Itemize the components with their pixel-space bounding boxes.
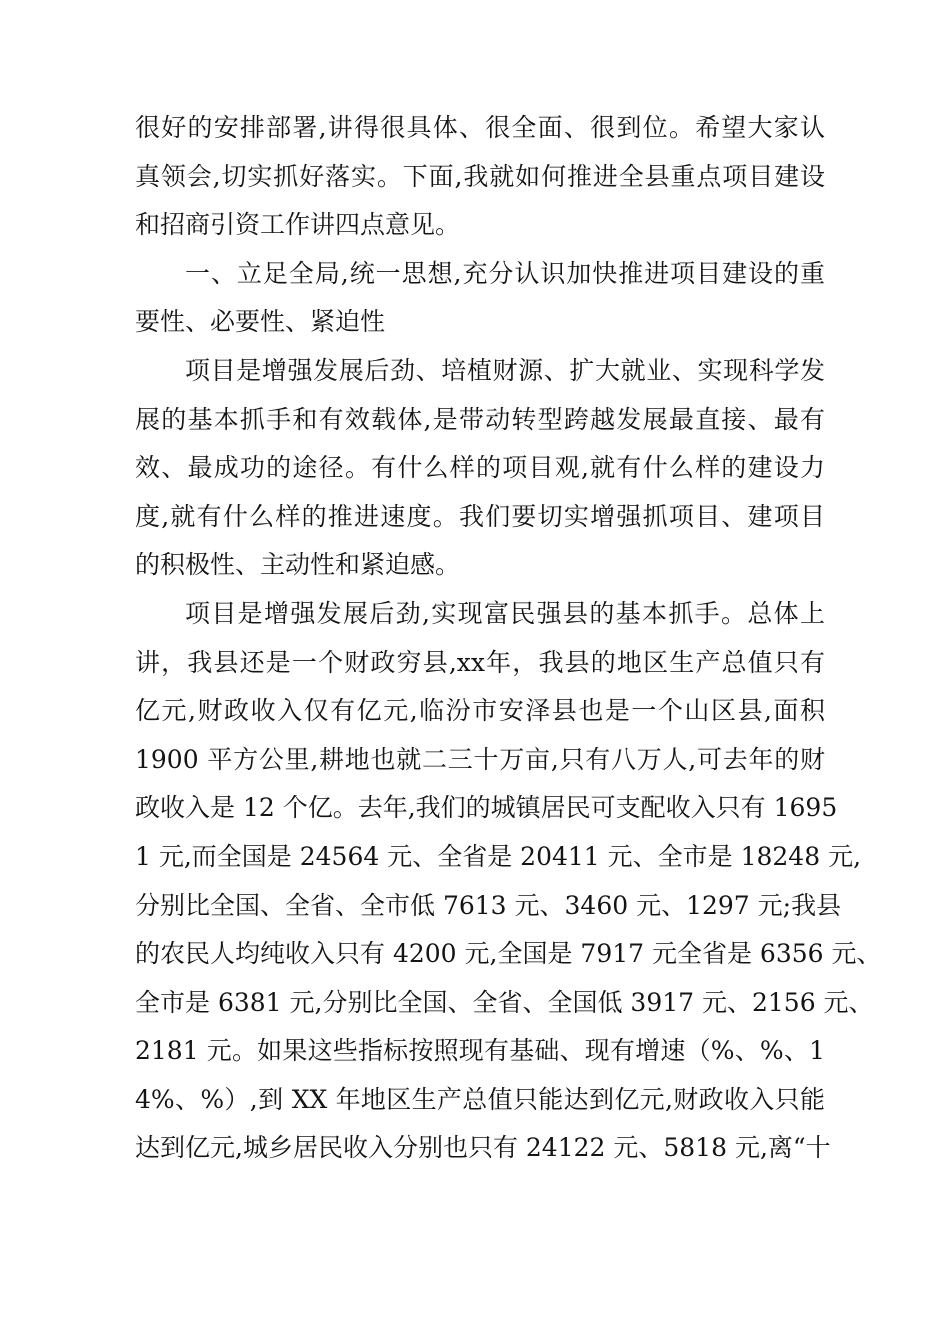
text-line: 亿元,财政收入仅有亿元,临汾市安泽县也是一个山区县,面积 <box>135 696 825 726</box>
text-line: 效、最成功的途径。有什么样的项目观,就有什么样的建设力 <box>135 453 825 483</box>
text-line: 的农民人均纯收入只有 4200 元,全国是 7917 元全省是 6356 元、 <box>135 939 882 969</box>
text-line: 政收入是 12 个亿。去年,我们的城镇居民可支配收入只有 1695 <box>135 793 838 823</box>
text-line: 真领会,切实抓好落实。下面,我就如何推进全县重点项目建设 <box>135 161 825 191</box>
text-line: 分别比全国、全省、全市低 7613 元、3460 元、1297 元;我县 <box>135 890 842 920</box>
text-line: 要性、必要性、紧迫性 <box>135 307 386 337</box>
text-line: 项目是增强发展后劲、培植财源、扩大就业、实现科学发 <box>185 355 825 385</box>
text-line: 讲，我县还是一个财政穷县,xx年，我县的地区生产总值只有 <box>135 647 825 677</box>
text-line: 2181 元。如果这些指标按照现有基础、现有增速（%、%、1 <box>135 1036 825 1066</box>
text-line: 的积极性、主动性和紧迫感。 <box>135 550 461 580</box>
text-line: 全市是 6381 元,分别比全国、全省、全国低 3917 元、2156 元、 <box>135 987 874 1017</box>
text-line: 和招商引资工作讲四点意见。 <box>135 210 461 240</box>
text-line: 项目是增强发展后劲,实现富民强县的基本抓手。总体上 <box>185 598 825 628</box>
text-line: 很好的安排部署,讲得很具体、很全面、很到位。希望大家认 <box>135 113 825 142</box>
text-line: 展的基本抓手和有效载体,是带动转型跨越发展最直接、最有 <box>135 404 825 434</box>
document-body <box>135 104 882 1173</box>
text-line: 度,就有什么样的推进速度。我们要切实增强抓项目、建项目 <box>135 501 825 531</box>
text-line: 1900 平方公里,耕地也就二三十万亩,只有八万人,可去年的财 <box>135 744 825 774</box>
text-line: 一、立足全局,统一思想,充分认识加快推进项目建设的重 <box>185 258 825 288</box>
text-line: 达到亿元,城乡居民收入分别也只有 24122 元、5818 元,离“十 <box>135 1133 831 1163</box>
text-line: 1 元,而全国是 24564 元、全省是 20411 元、全市是 18248 元, <box>135 841 862 871</box>
text-line: 4%、%）,到 XX 年地区生产总值只能达到亿元,财政收入只能 <box>135 1084 825 1114</box>
